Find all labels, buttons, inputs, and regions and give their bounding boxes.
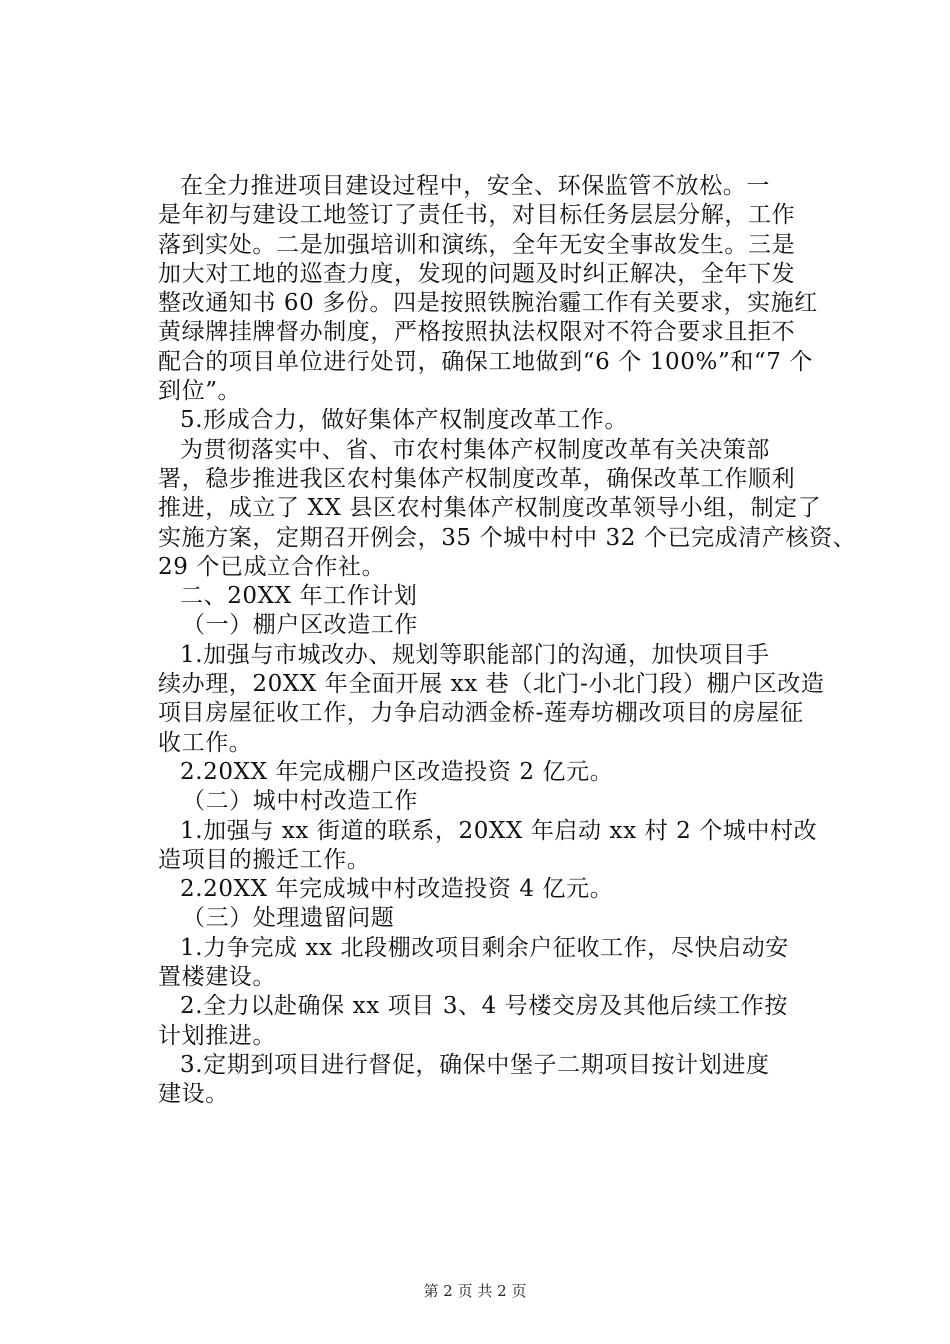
paragraph-line: 建设。 xyxy=(158,1081,229,1108)
paragraph-line: 29 个已成立合作社。 xyxy=(158,553,386,580)
paragraph-line: 黄绿牌挂牌督办制度，严格按照执法权限对不符合要求且拒不 xyxy=(158,319,796,346)
paragraph-line: 2.20XX 年完成棚户区改造投资 2 亿元。 xyxy=(180,758,614,785)
document-body xyxy=(158,172,857,1110)
paragraph-line: 收工作。 xyxy=(158,729,253,756)
paragraph-line: 计划推进。 xyxy=(158,1022,276,1049)
paragraph-line: 2.20XX 年完成城中村改造投资 4 亿元。 xyxy=(180,876,614,903)
paragraph-line: 落到实处。二是加强培训和演练，全年无安全事故发生。三是 xyxy=(158,231,796,258)
paragraph-line: 整改通知书 60 多份。四是按照铁腕治霾工作有关要求，实施红 xyxy=(158,290,818,317)
page-footer: 第 2 页 共 2 页 xyxy=(423,1282,527,1300)
section-heading: 二、20XX 年工作计划 xyxy=(180,583,418,610)
paragraph-line: 在全力推进项目建设过程中，安全、环保监管不放松。一 xyxy=(180,173,770,199)
subsection-heading: （一）棚户区改造工作 xyxy=(182,612,418,639)
paragraph-line: 置楼建设。 xyxy=(158,964,276,991)
paragraph-line: 项目房屋征收工作，力争启动洒金桥-莲寿坊棚改项目的房屋征 xyxy=(158,700,804,727)
paragraph-line: 为贯彻落实中、省、市农村集体产权制度改革有关决策部 xyxy=(180,436,770,463)
paragraph-line: 3.定期到项目进行督促，确保中堡子二期项目按计划进度 xyxy=(180,1051,770,1078)
paragraph-line: 配合的项目单位进行处罚，确保工地做到“6 个 100%”和“7 个 xyxy=(158,348,814,375)
paragraph-line: 推进，成立了 XX 县区农村集体产权制度改革领导小组，制定了 xyxy=(158,495,822,522)
subsection-heading: （三）处理遗留问题 xyxy=(182,905,395,932)
paragraph-line: 1.力争完成 xx 北段棚改项目剩余户征收工作，尽快启动安 xyxy=(180,934,789,961)
paragraph-line: 续办理，20XX 年全面开展 xx 巷（北门-小北门段）棚户区改造 xyxy=(158,671,825,698)
paragraph-line: 署，稳步推进我区农村集体产权制度改革，确保改革工作顺利 xyxy=(158,465,796,492)
paragraph-line: 到位”。 xyxy=(158,378,242,405)
paragraph-line: 1.加强与市城改办、规划等职能部门的沟通，加快项目手 xyxy=(180,641,770,668)
subsection-heading: （二）城中村改造工作 xyxy=(182,788,418,815)
paragraph-line: 加大对工地的巡查力度，发现的问题及时纠正解决，全年下发 xyxy=(158,260,796,287)
paragraph-line: 是年初与建设工地签订了责任书，对目标任务层层分解，工作 xyxy=(158,202,796,229)
paragraph-line: 造项目的搬迁工作。 xyxy=(158,846,371,873)
paragraph-line: 1.加强与 xx 街道的联系，20XX 年启动 xx 村 2 个城中村改 xyxy=(180,817,818,844)
paragraph-line: 2.全力以赴确保 xx 项目 3、4 号楼交房及其他后续工作按 xyxy=(180,993,788,1020)
paragraph-line: 实施方案，定期召开例会，35 个城中村中 32 个已完成清产核资、 xyxy=(158,524,857,551)
section-heading: 5.形成合力，做好集体产权制度改革工作。 xyxy=(180,407,628,434)
